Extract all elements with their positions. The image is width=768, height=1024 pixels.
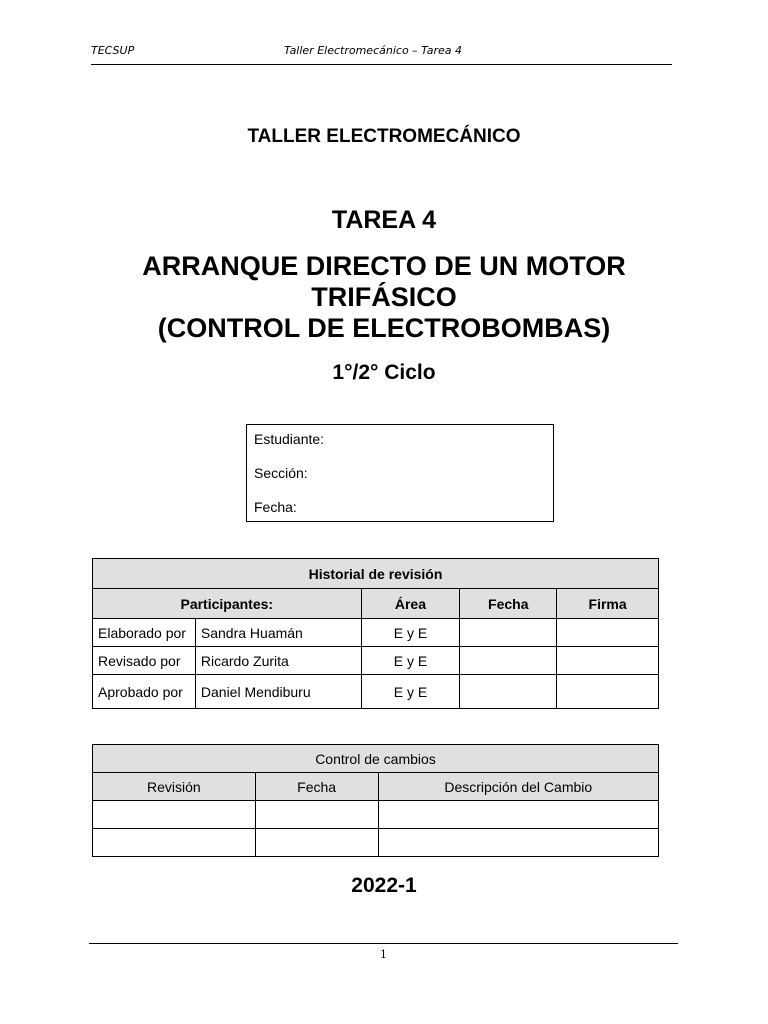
area-header: Área [361, 589, 460, 619]
revision-history-table [92, 558, 659, 709]
name-cell: Daniel Mendiburu [195, 675, 361, 709]
task-subject-line-1: ARRANQUE DIRECTO DE UN MOTOR [142, 251, 626, 281]
task-subject-line-3: (CONTROL DE ELECTROBOMBAS) [157, 313, 611, 343]
area-cell: E y E [361, 675, 460, 709]
date-cell [460, 675, 557, 709]
date-cell [460, 619, 557, 647]
revision-cell [93, 801, 256, 829]
change-description-header: Descripción del Cambio [378, 773, 658, 801]
change-control-title: Control de cambios [93, 745, 659, 773]
change-date-cell [255, 801, 378, 829]
table-row [93, 647, 659, 675]
header-course-task: Taller Electromecánico – Tarea 4 [284, 44, 462, 57]
table-row [93, 801, 659, 829]
student-info-box [246, 424, 554, 522]
page-header [91, 44, 672, 65]
change-date-cell [255, 829, 378, 857]
task-subject-line-2: TRIFÁSICO [311, 282, 457, 312]
page-number: 1 [380, 948, 387, 961]
area-cell: E y E [361, 647, 460, 675]
signature-header: Firma [557, 589, 659, 619]
change-description-cell [378, 801, 658, 829]
revision-header: Revisión [93, 773, 256, 801]
revision-history-title: Historial de revisión [93, 559, 659, 589]
table-row [93, 619, 659, 647]
student-label: Estudiante: [254, 431, 325, 447]
revision-cell [93, 829, 256, 857]
cycle-label: 1°/2° Ciclo [332, 361, 436, 384]
academic-period: 2022-1 [351, 874, 417, 897]
role-cell: Revisado por [93, 647, 196, 675]
section-label: Sección: [254, 465, 308, 481]
role-cell: Aprobado por [93, 675, 196, 709]
name-cell: Sandra Huamán [195, 619, 361, 647]
task-subject [0, 251, 768, 344]
area-cell: E y E [361, 619, 460, 647]
change-control-table [92, 744, 659, 857]
signature-cell [557, 675, 659, 709]
page-footer [89, 943, 678, 961]
signature-cell [557, 647, 659, 675]
date-label: Fecha: [254, 499, 297, 515]
name-cell: Ricardo Zurita [195, 647, 361, 675]
change-description-cell [378, 829, 658, 857]
date-cell [460, 647, 557, 675]
header-institution: TECSUP [91, 44, 135, 57]
date-header: Fecha [460, 589, 557, 619]
table-row [93, 675, 659, 709]
signature-cell [557, 619, 659, 647]
role-cell: Elaborado por [93, 619, 196, 647]
change-date-header: Fecha [255, 773, 378, 801]
participants-header: Participantes: [93, 589, 362, 619]
table-row [93, 829, 659, 857]
course-title: TALLER ELECTROMECÁNICO [247, 126, 521, 147]
task-title: TAREA 4 [331, 206, 437, 234]
